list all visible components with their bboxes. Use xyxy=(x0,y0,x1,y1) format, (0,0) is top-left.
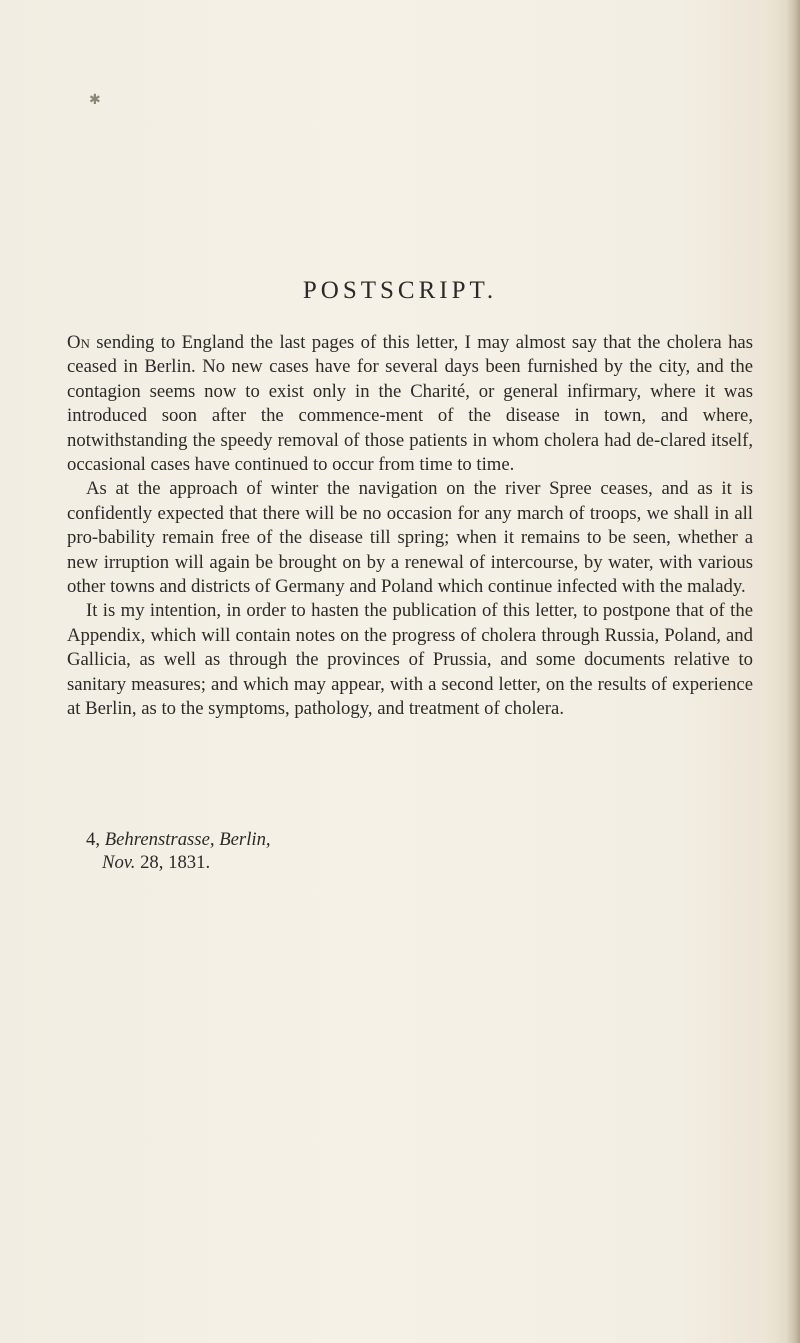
date-month: Nov. xyxy=(102,852,136,873)
postscript-body xyxy=(67,331,753,722)
date-rest: 28, 1831. xyxy=(140,852,211,873)
address-street: Behrenstrasse, Berlin, xyxy=(104,829,271,850)
page-title: POSTSCRIPT. xyxy=(302,277,498,304)
paragraph-2: As at the approach of winter the navigation on the river Spree ceases, and as it is confidently expected that there will be no occasion for any march of troops, we shall in all pro-bability remain free of the disease till spring; when it remains to be seen, whether a new irruption will again be brought on by a renewal of intercourse, by water, with various other towns and districts of Germany and Poland which continue infected with the malady. xyxy=(67,478,753,598)
paragraph-1-text: sending to England the last pages of this letter, I may almost say that the cholera has ceased in Berlin. No new cases have for several days been furnished by the city, and the contagion seems now to exist only in the Charité, or general infirmary, where it was introduced soon after the commence-ment of the disease in town, and where, notwithstanding the speedy removal of those patients in whom cholera had de-clared itself, occasional cases have continued to occur from time to time. xyxy=(67,332,753,476)
paragraph-lead-word: On xyxy=(67,332,90,353)
paragraph-3: It is my intention, in order to hasten the publication of this letter, to postpone that of the Appendix, which will contain notes on the progress of cholera through Russia, Poland, and Gallicia, as well as through the provinces of Prussia, and some documents relative to sanitary measures; and which may appear, with a second letter, on the results of experience at Berlin, as to the symptoms, pathology, and treatment of cholera. xyxy=(67,600,753,720)
signoff-address xyxy=(86,828,271,851)
page-edge-shadow xyxy=(786,0,800,1343)
paragraph-1 xyxy=(67,331,753,477)
address-number: 4, xyxy=(86,829,101,850)
signoff xyxy=(86,828,271,874)
signoff-date xyxy=(86,851,271,874)
ink-speck: ✱ xyxy=(89,93,101,108)
